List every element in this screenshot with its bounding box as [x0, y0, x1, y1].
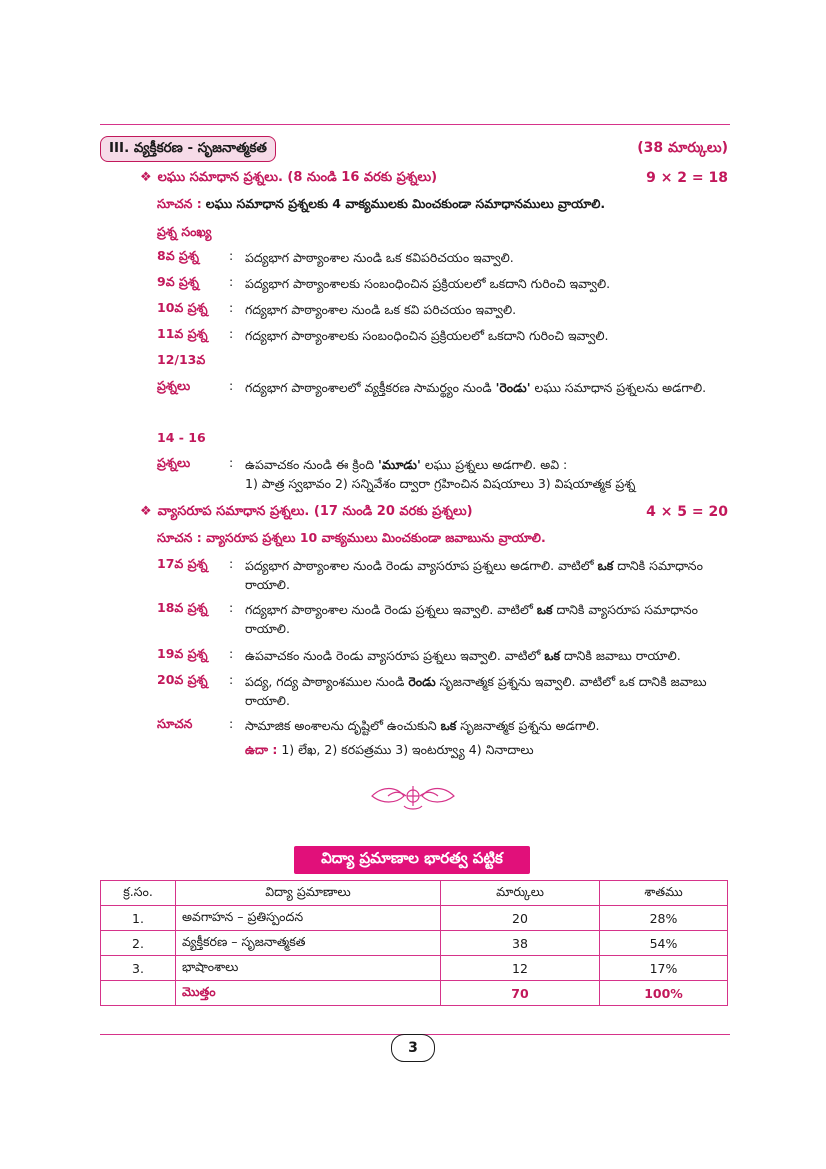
short-note-text: లఘు సమాధాన ప్రశ్నలకు 4 వాక్యములకు మించకుండా సమాధానములు వ్రాయాలి. [205, 196, 606, 211]
question-text: పద్య, గద్య పాఠ్యాంశముల నుండి రెండు సృజనాత్మక ప్రశ్నను ఇవ్వాలి. వాటిలో ఒక దానికి జవాబు రాయాలి. [245, 674, 707, 708]
question-text: గద్యభాగ పాఠ్యాంశాలలో వ్యక్తీకరణ సామర్థ్యం నుండి 'రెండు' లఘు సమాధాన ప్రశ్నలను అడగాలి. [245, 380, 707, 395]
top-rule [100, 124, 730, 125]
weightage-table [100, 880, 728, 1006]
table-row: 1. అవగాహన – ప్రతిస్పందన 20 28% [101, 906, 728, 931]
question-row: 11వ ప్రశ్న : గద్యభాగ పాఠ్యాంశాలకు సంబంధించిన ప్రక్రియలలో ఒకదాని గురించి ఇవ్వాలి. [157, 326, 729, 345]
question-label: 12/13వ [157, 352, 206, 367]
question-row: 20వ ప్రశ్న : పద్య, గద్య పాఠ్యాంశముల నుండి రెండు సృజనాత్మక ప్రశ్నను ఇవ్వాలి. వాటిలో ఒక దానికి జవాబు రాయాలి. [157, 672, 729, 710]
question-label: 8వ ప్రశ్న [157, 248, 199, 263]
header-serial: క్ర.సం. [101, 881, 176, 906]
short-heading-text: లఘు సమాధాన ప్రశ్నలు. (8 నుండి 16 వరకు ప్రశ్నలు) [157, 170, 438, 185]
table-header-row [101, 881, 728, 906]
hint-text: సామాజిక అంశాలను దృష్టిలో ఉంచుకుని ఒక సృజనాత్మక ప్రశ్నను అడగాలి. [245, 718, 600, 733]
question-label: ప్రశ్నలు [157, 455, 191, 470]
question-text: పద్యభాగ పాఠ్యాంశాల నుండి ఒక కవిపరిచయం ఇవ్వాలి. [245, 250, 514, 265]
essay-note: సూచన : వ్యాసరూప ప్రశ్నలు 10 వాక్యములు మించకుండా జవాబును వ్రాయాలి. [157, 530, 546, 545]
example-label: ఉదా : [245, 742, 278, 757]
section-title: III. వ్యక్తీకరణ - సృజనాత్మకత [109, 139, 267, 156]
example-text: 1) లేఖ, 2) కరపత్రము 3) ఇంటర్వ్యూ 4) నినాదాలు [281, 742, 534, 757]
question-row: ప్రశ్నలు : ఉపవాచకం నుండి ఈ క్రింది 'మూడు' లఘు ప్రశ్నలు అడగాలి. అవి : 1) పాత్ర స్వభావం 2) సన్నివేశం ద్వారా గ్రహించిన విషయాలు 3) విషయాత్మక ప్రశ్న [157, 455, 729, 493]
question-row: 8వ ప్రశ్న : పద్యభాగ పాఠ్యాంశాల నుండి ఒక కవిపరిచయం ఇవ్వాలి. [157, 248, 729, 267]
essay-heading [140, 504, 473, 522]
question-label: 10వ ప్రశ్న [157, 300, 208, 315]
question-row: 17వ ప్రశ్న : పద్యభాగ పాఠ్యాంశాల నుండి రెండు వ్యాసరూప ప్రశ్నలు అడగాలి. వాటిలో ఒక దానికి సమాధానం రాయాలి. [157, 556, 729, 594]
table-row: 3. భాషాంశాలు 12 17% [101, 956, 728, 981]
question-row: 18వ ప్రశ్న : గద్యభాగ పాఠ్యాంశాల నుండి రెండు ప్రశ్నలు ఇవ్వాలి. వాటిలో ఒక దానికి వ్యాసరూప సమాధానం రాయాలి. [157, 600, 729, 638]
header-standard: విద్యా ప్రమాణాలు [176, 881, 441, 906]
header-marks: మార్కులు [441, 881, 600, 906]
table-title: విద్యా ప్రమాణాల భారత్వ పట్టిక [294, 846, 530, 874]
question-row: ప్రశ్నలు : గద్యభాగ పాఠ్యాంశాలలో వ్యక్తీకరణ సామర్థ్యం నుండి 'రెండు' లఘు సమాధాన ప్రశ్నలను అడగాలి. [157, 378, 729, 397]
question-label: 20వ ప్రశ్న [157, 672, 208, 687]
question-text: గద్యభాగ పాఠ్యాంశాలకు సంబంధించిన ప్రక్రియలలో ఒకదాని గురించి ఇవ్వాలి. [245, 328, 609, 343]
question-number-label: ప్రశ్న సంఖ్య [157, 224, 212, 239]
question-text: పద్యభాగ పాఠ్యాంశాలకు సంబంధించిన ప్రక్రియలలో ఒకదాని గురించి ఇవ్వాలి. [245, 276, 611, 291]
question-label: 14 - 16 [157, 430, 206, 445]
question-text: గద్యభాగ పాఠ్యాంశాల నుండి ఒక కవి పరిచయం ఇవ్వాలి. [245, 302, 517, 317]
question-row: 9వ ప్రశ్న : పద్యభాగ పాఠ్యాంశాలకు సంబంధించిన ప్రక్రియలలో ఒకదాని గురించి ఇవ్వాలి. [157, 274, 729, 293]
section-marks: (38 మార్కులు) [637, 140, 728, 156]
question-text: ఉపవాచకం నుండి ఈ క్రింది 'మూడు' లఘు ప్రశ్నలు అడగాలి. అవి : 1) పాత్ర స్వభావం 2) సన్నివేశం ద్వారా గ్రహించిన విషయాలు 3) విషయాత్మక ప్రశ్న [245, 457, 636, 491]
essay-heading-text: వ్యాసరూప సమాధాన ప్రశ్నలు. (17 నుండి 20 వరకు ప్రశ్నలు) [157, 504, 473, 519]
hint-label: సూచన [157, 716, 193, 731]
short-answer-heading [140, 170, 437, 188]
hint-row: సూచన : సామాజిక అంశాలను దృష్టిలో ఉంచుకుని ఒక సృజనాత్మక ప్రశ్నను అడగాలి. [157, 716, 729, 735]
short-note-label: సూచన : [157, 196, 202, 211]
ornament-flourish-icon [368, 782, 458, 812]
question-text: ఉపవాచకం నుండి రెండు వ్యాసరూప ప్రశ్నలు ఇవ్వాలి. వాటిలో ఒక దానికి జవాబు రాయాలి. [245, 648, 681, 663]
question-text: గద్యభాగ పాఠ్యాంశాల నుండి రెండు ప్రశ్నలు ఇవ్వాలి. వాటిలో ఒక దానికి వ్యాసరూప సమాధానం రాయాలి. [245, 602, 698, 636]
question-label: 9వ ప్రశ్న [157, 274, 199, 289]
question-label: ప్రశ్నలు [157, 378, 191, 393]
example-line [245, 742, 534, 761]
question-row: 10వ ప్రశ్న : గద్యభాగ పాఠ్యాంశాల నుండి ఒక కవి పరిచయం ఇవ్వాలి. [157, 300, 729, 319]
question-label: 17వ ప్రశ్న [157, 556, 208, 571]
question-label: 18వ ప్రశ్న [157, 600, 208, 615]
question-label: 19వ ప్రశ్న [157, 646, 208, 661]
table-row: 2. వ్యక్తీకరణ – సృజనాత్మకత 38 54% [101, 931, 728, 956]
table-total-row: మొత్తం 70 100% [101, 981, 728, 1006]
short-note [157, 196, 605, 215]
diamond-bullet-icon: ❖ [140, 504, 152, 519]
page-number: 3 [391, 1034, 435, 1062]
question-label: 11వ ప్రశ్న [157, 326, 208, 341]
section-title-box [100, 136, 276, 162]
question-row: 19వ ప్రశ్న : ఉపవాచకం నుండి రెండు వ్యాసరూప ప్రశ్నలు ఇవ్వాలి. వాటిలో ఒక దానికి జవాబు రాయాలి. [157, 646, 729, 665]
header-percent: శాతము [600, 881, 728, 906]
essay-score: 4 × 5 = 20 [646, 504, 728, 520]
short-answer-score: 9 × 2 = 18 [646, 170, 728, 186]
question-text: పద్యభాగ పాఠ్యాంశాల నుండి రెండు వ్యాసరూప ప్రశ్నలు అడగాలి. వాటిలో ఒక దానికి సమాధానం రాయాలి. [245, 558, 703, 592]
diamond-bullet-icon: ❖ [140, 170, 152, 185]
